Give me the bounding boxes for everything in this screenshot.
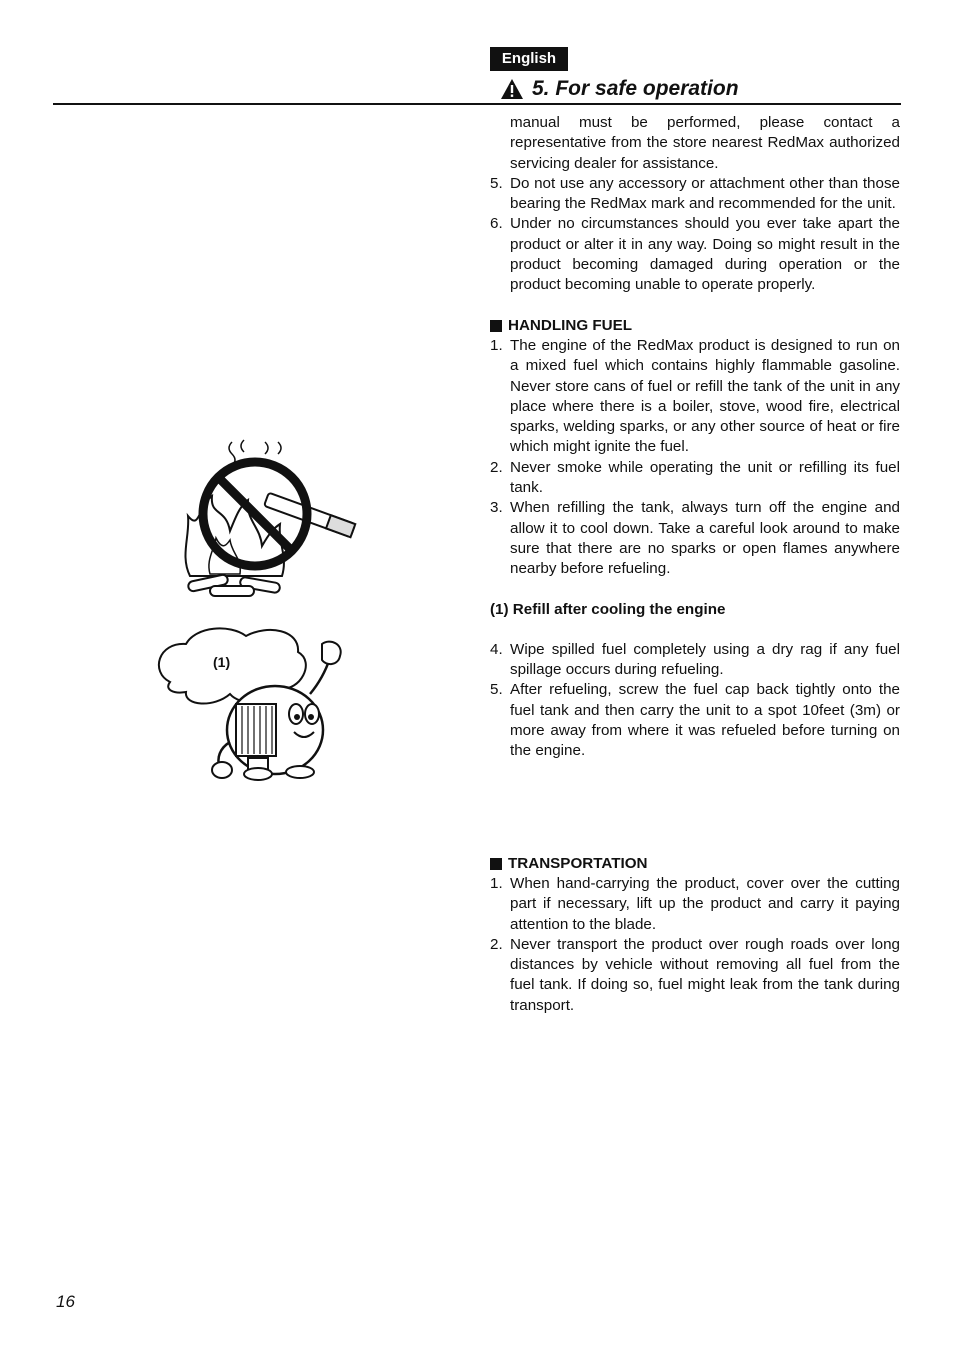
list-item: 5. Do not use any accessory or attachment other than those bearing the RedMax mark and recommended for the unit. <box>490 174 900 213</box>
list-item: 6. Under no circumstances should you ever take apart the product or alter it in any way. Doing so might result in the product becoming damaged during operation or the product becoming unable to operate properly. <box>490 215 900 294</box>
intro-list <box>490 174 900 296</box>
list-item: 1. When hand-carrying the product, cover over the cutting part if necessary, lift up the product and carry it paying attention to the blade. <box>490 874 900 933</box>
list-item: 5. After refueling, screw the fuel cap back tightly onto the fuel tank and then carry the unit to a spot 10feet (3m) or more away from where it was refueled before turning on the engine. <box>490 681 900 760</box>
intro-continuation: manual must be performed, please contact a representative from the store nearest RedMax authorized servicing dealer for assistance. <box>510 114 900 172</box>
section-title: 5. For safe operation <box>532 77 739 100</box>
content-column <box>490 113 900 1016</box>
square-bullet-icon <box>490 320 502 332</box>
square-bullet-icon <box>490 858 502 870</box>
transportation-list <box>490 874 900 1016</box>
language-badge: English <box>490 47 568 71</box>
figure-caption: (1) Refill after cooling the engine <box>490 600 726 618</box>
handling-fuel-list-continued <box>490 640 900 762</box>
heading-handling-fuel: HANDLING FUEL <box>490 316 900 336</box>
list-item: 4. Wipe spilled fuel completely using a dry rag if any fuel spillage occurs during refueling. <box>490 640 900 679</box>
warning-triangle-icon <box>500 78 524 100</box>
illustration-label: (1) <box>213 654 231 670</box>
no-smoking-no-fire-icon <box>170 436 360 606</box>
section-header <box>500 74 739 104</box>
heading-transportation: TRANSPORTATION <box>490 854 900 874</box>
list-item: 3. When refilling the tank, always turn off the engine and allow it to cool down. Take a careful look around to make sure that there are no sparks or open flames anywhere nearby before refueling. <box>490 499 900 578</box>
list-item: 2. Never smoke while operating the unit or refilling its fuel tank. <box>490 458 900 497</box>
handling-fuel-list <box>490 336 900 580</box>
header-divider <box>53 103 901 105</box>
list-item: 2. Never transport the product over rough roads over long distances by vehicle without removing all fuel from the fuel tank. If doing so, fuel might leak from the tank during transport. <box>490 935 900 1014</box>
page-number: 16 <box>56 1292 75 1311</box>
list-item: 1. The engine of the RedMax product is designed to run on a mixed fuel which contains highly flammable gasoline. Never store cans of fuel or refill the tank of the unit in any place where there is a boiler, stove, wood fire, electrical sparks, welding sparks, or any other source of heat or fire which might ignite the fuel. <box>490 336 900 456</box>
refuel-mascot-illustration <box>150 622 350 792</box>
